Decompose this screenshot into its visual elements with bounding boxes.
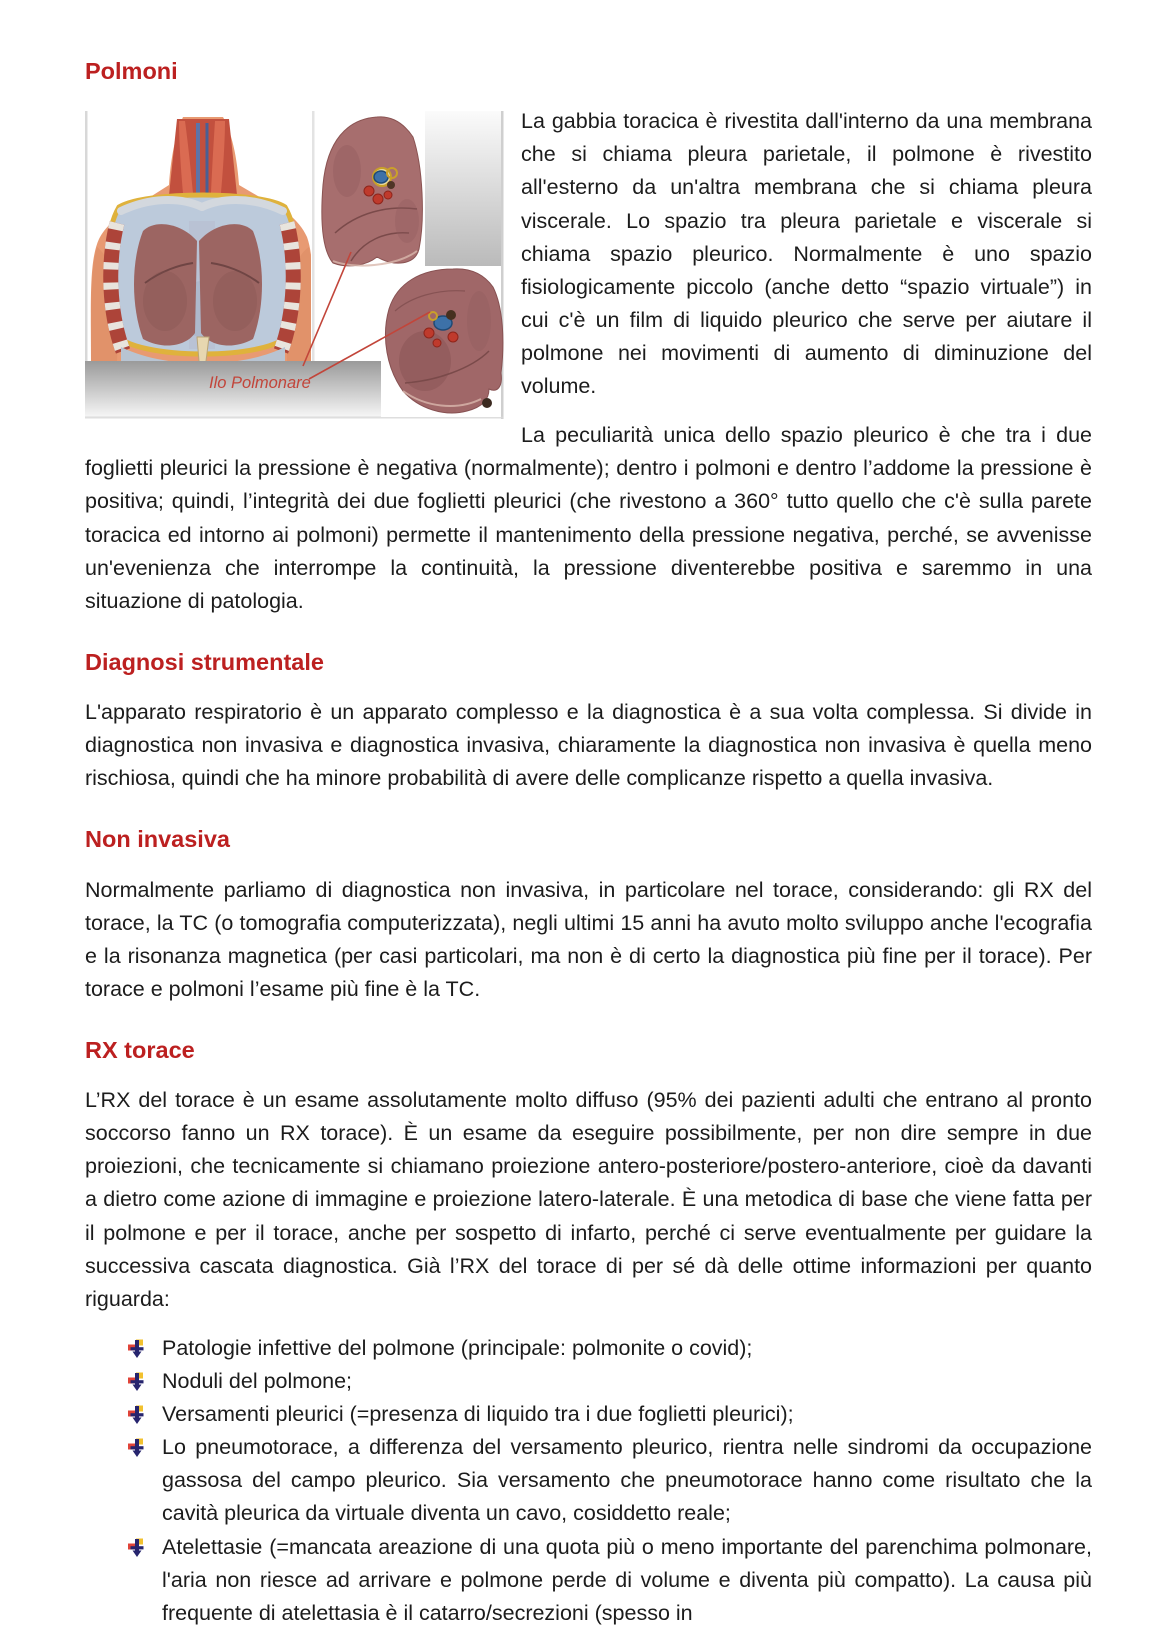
anatomy-figure [85,111,507,419]
arrow-bullet-icon [127,1332,147,1359]
paragraph-intro: La gabbia toracica è rivestita dall'interno da una membrana che si chiama pleura parietale, il polmone è rivestito all'esterno da un'altra membrana che si chiama pleura viscerale. Lo spazio tra pleura parietale e viscerale si chiama spazio pleurico. Normalmente è uno spazio fisiologicamente piccolo (anche detto “spazio virtuale”) in cui c'è un film di liquido pleurico che serve per aiutare il polmone nei movimenti di aumento di diminuzione del volume. [521,109,1092,399]
paragraph-pleura: La peculiarità unica dello spazio pleurico è che tra i due foglietti pleurici la pressione è negativa (normalmente); dentro i polmoni e dentro l’addome la pressione è positiva; quindi, l’integrità dei due foglietti pleurici (che rivestono a 360° tutto quello che c'è sulla parete toracica ed intorno ai polmoni) permette il mantenimento della pressione negativa, perché, se avvenisse un'evenienza che interrompe la continuità, la pressione diventerebbe positiva e saremmo in una situazione di patologia. [85,423,1092,613]
lung-lateral-illustration [322,117,422,266]
heading-polmoni: Polmoni [85,58,178,84]
anatomy-illustration [85,111,507,419]
heading-diagnosi-strumentale: Diagnosi strumentale [85,648,324,675]
arrow-bullet-icon [127,1431,147,1458]
paragraph-rx-torace: L’RX del torace è un esame assolutamente molto diffuso (95% dei pazienti adulti che entrano al pronto soccorso fanno un RX torace). È un esame da eseguire possibilmente, per non dire sempre in due proiezioni, che tecnicamente si chiamano proiezione antero-posteriore/postero-anteriore, cioè da davanti a dietro come azione di immagine e proiezione latero-laterale. È una metodica di base che viene fatta per il polmone e per il torace, anche per sospetto di infarto, perché ci serve eventualmente per guidare la successiva cascata diagnostica. Già l’RX del torace di per sé dà delle ottime informazioni per quanto riguarda: [85,1088,1092,1311]
bullet-text: Lo pneumotorace, a differenza del versamento pleurico, rientra nelle sindromi da occupazione gassosa del campo pleurico. Sia versamento che pneumotorace hanno come risultato che la cavità pleurica da virtuale diventa un cavo, cosiddetto reale; [162,1435,1092,1526]
paragraph-non-invasiva: Normalmente parliamo di diagnostica non invasiva, in particolare nel torace, considerando: gli RX del torace, la TC (o tomografia computerizzata), negli ultimi 15 anni ha avuto molto sviluppo anche l'ecografia e la risonanza magnetica (per casi particolari, ma non è di certo la diagnostica più fine per il torace). Per torace e polmoni l’esame più fine è la TC. [85,877,1092,1001]
bullet-text: Atelettasie (=mancata areazione di una quota più o meno importante del parenchima polmonare, l'aria non riesce ad arrivare e polmone perde di volume e diventa più compatto). La causa più frequente di atelettasia è il catarro/secrezioni (spesso in [162,1534,1092,1625]
figure-caption: Ilo Polmonare [209,374,311,393]
lung-medial-illustration [381,266,503,417]
bullet-text: Versamenti pleurici (=presenza di liquido tra i due foglietti pleurici); [162,1402,794,1427]
arrow-bullet-icon [127,1531,147,1558]
heading-non-invasiva: Non invasiva [85,826,230,853]
list-item [127,1365,1092,1398]
bullet-list [127,1332,1092,1630]
arrow-bullet-icon [127,1398,147,1425]
heading-rx-torace: RX torace [85,1036,195,1063]
bullet-text: Patologie infettive del polmone (principale: polmonite o covid); [162,1335,753,1360]
paragraph-diagnosi: L'apparato respiratorio è un apparato complesso e la diagnostica è a sua volta complessa. Si divide in diagnostica non invasiva e diagnostica invasiva, chiaramente la diagnostica non invasiva è quella meno rischiosa, quindi che ha minore probabilità di avere delle complicanze rispetto a quella invasiva. [85,700,1092,791]
list-item [127,1431,1092,1530]
list-item [127,1531,1092,1630]
list-item [127,1332,1092,1365]
list-item [127,1398,1092,1431]
bullet-text: Noduli del polmone; [162,1369,353,1394]
arrow-bullet-icon [127,1365,147,1392]
